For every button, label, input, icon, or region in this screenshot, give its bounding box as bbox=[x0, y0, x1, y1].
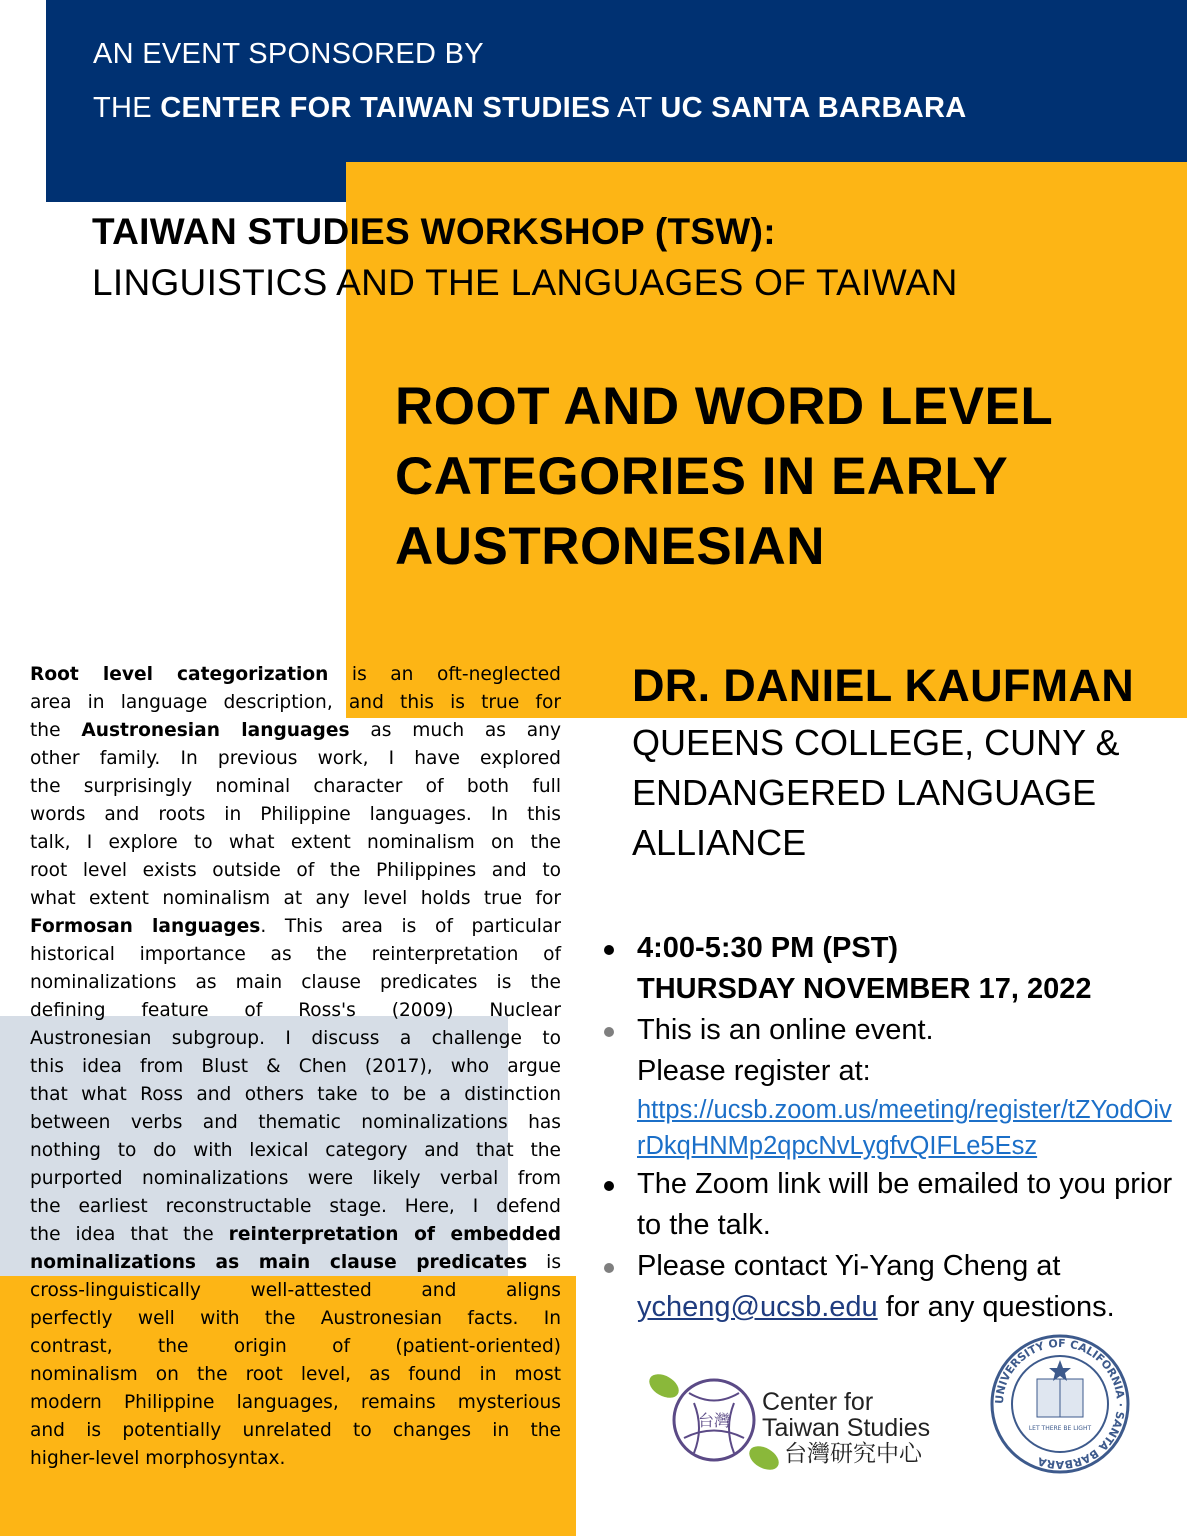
abstract-text: cross-linguistically well-attested and aligns bbox=[30, 1280, 561, 1301]
affiliation-line: QUEENS COLLEGE, CUNY & bbox=[632, 722, 1120, 763]
contact-text-end: for any questions. bbox=[877, 1291, 1115, 1323]
event-date: THURSDAY NOVEMBER 17, 2022 bbox=[637, 973, 1092, 1005]
abstract-line bbox=[30, 1277, 561, 1305]
abstract-text: between verbs and thematic nominalizations has bbox=[30, 1112, 561, 1133]
list-item-registration bbox=[600, 1010, 1180, 1164]
bullet-icon bbox=[604, 945, 614, 955]
talk-title-line: ROOT AND WORD LEVEL bbox=[395, 377, 1054, 436]
abstract-text: that what Ross and others take to be a distinction bbox=[30, 1084, 561, 1105]
abstract-line bbox=[30, 885, 561, 913]
abstract-text: the bbox=[30, 720, 82, 741]
abstract-text: contrast, the origin of (patient-oriented) bbox=[30, 1336, 561, 1357]
abstract-bold-text: Austronesian languages bbox=[81, 720, 350, 741]
abstract-line bbox=[30, 1193, 561, 1221]
workshop-title: TAIWAN STUDIES WORKSHOP (TSW): bbox=[92, 211, 776, 252]
speaker bbox=[632, 660, 1134, 868]
talk-title bbox=[395, 372, 1155, 582]
abstract-line bbox=[30, 913, 561, 941]
abstract-text: modern Philippine languages, remains mysterious bbox=[30, 1392, 561, 1413]
online-note: This is an online event. bbox=[637, 1014, 934, 1046]
logo-text-chinese: 台灣研究中心 bbox=[784, 1441, 922, 1467]
zoom-note: The Zoom link will be emailed to you prior to the talk. bbox=[637, 1168, 1173, 1241]
center-for-taiwan-studies-logo bbox=[644, 1368, 954, 1476]
abstract-line bbox=[30, 997, 561, 1025]
abstract-line bbox=[30, 1389, 561, 1417]
abstract-bold-text: reinterpretation of embedded bbox=[228, 1224, 561, 1245]
abstract-text: . This area is of particular bbox=[260, 916, 561, 937]
abstract-line bbox=[30, 1445, 561, 1473]
workshop-subtitle: LINGUISTICS AND THE LANGUAGES OF TAIWAN bbox=[92, 262, 958, 303]
abstract-text: the earliest reconstructable stage. Here, I defend bbox=[30, 1196, 561, 1217]
logo-text: Taiwan Studies bbox=[762, 1414, 931, 1442]
abstract-text: perfectly well with the Austronesian facts. In bbox=[30, 1308, 561, 1329]
abstract-line bbox=[30, 857, 561, 885]
abstract-line bbox=[30, 1081, 561, 1109]
bullet-icon bbox=[604, 1263, 614, 1273]
sponsor-pre: THE bbox=[93, 92, 161, 124]
abstract-line bbox=[30, 1109, 561, 1137]
abstract-line bbox=[30, 829, 561, 857]
emblem-text: 台灣 bbox=[697, 1411, 731, 1430]
abstract-text: purported nominalizations were likely verbal from bbox=[30, 1168, 561, 1189]
affiliation-line: ALLIANCE bbox=[632, 822, 807, 863]
bullet-icon bbox=[604, 1027, 614, 1037]
abstract-text: this idea from Blust & Chen (2017), who argue bbox=[30, 1056, 561, 1077]
register-link[interactable]: https://ucsb.zoom.us/meeting/register/tZYodOivrDkqHNMp2qpcNvLygfvQIFLe5Esz bbox=[637, 1096, 1172, 1160]
abstract-line bbox=[30, 773, 561, 801]
abstract-line bbox=[30, 1053, 561, 1081]
abstract-line bbox=[30, 1305, 561, 1333]
abstract-line bbox=[30, 1165, 561, 1193]
abstract-line bbox=[30, 1221, 561, 1249]
abstract-text: root level exists outside of the Philippines and to bbox=[30, 860, 561, 881]
contact-email-link[interactable]: ycheng@ucsb.edu bbox=[637, 1291, 878, 1323]
affiliation-line: ENDANGERED LANGUAGE bbox=[632, 772, 1097, 813]
abstract-bold-text: nominalizations as main clause predicates bbox=[30, 1252, 528, 1273]
abstract-line bbox=[30, 801, 561, 829]
abstract-text: is bbox=[527, 1252, 562, 1273]
abstract-line bbox=[30, 1025, 561, 1053]
sponsor-line: AN EVENT SPONSORED BY bbox=[93, 38, 484, 70]
logo-text: Center for bbox=[762, 1388, 874, 1416]
event-time: 4:00-5:30 PM (PST) bbox=[637, 932, 899, 964]
abstract-line bbox=[30, 1137, 561, 1165]
abstract-text: as much as any bbox=[349, 720, 561, 741]
sponsor-mid: AT bbox=[610, 92, 661, 124]
event-info-list bbox=[600, 928, 1180, 1328]
abstract-text: other family. In previous work, I have explored bbox=[30, 748, 561, 769]
bullet-icon bbox=[604, 1181, 614, 1191]
talk-title-line: AUSTRONESIAN bbox=[395, 517, 826, 576]
abstract-text: talk, I explore to what extent nominalism on the bbox=[30, 832, 561, 853]
speaker-affiliation bbox=[632, 718, 1134, 868]
abstract-text: nominalizations as main clause predicates is the bbox=[30, 972, 561, 993]
abstract-text: and is potentially unrelated to changes in the bbox=[30, 1420, 561, 1441]
abstract-text: words and roots in Philippine languages. In this bbox=[30, 804, 561, 825]
abstract-text: the surprisingly nominal character of both full bbox=[30, 776, 561, 797]
abstract-text: historical importance as the reinterpretation of bbox=[30, 944, 561, 965]
sponsor-name bbox=[93, 92, 966, 125]
seal-text: UNIVERSITY OF CALIFORNIA · SANTA BARBARA bbox=[992, 1336, 1128, 1472]
ucsb-seal-logo bbox=[985, 1334, 1135, 1478]
abstract-line bbox=[30, 969, 561, 997]
contact-text: Please contact Yi-Yang Cheng at bbox=[637, 1250, 1061, 1282]
abstract bbox=[30, 661, 561, 1473]
abstract-line bbox=[30, 941, 561, 969]
abstract-text: what extent nominalism at any level holds true for bbox=[30, 888, 561, 909]
sponsor-center: CENTER FOR TAIWAN STUDIES bbox=[160, 92, 611, 124]
register-label: Please register at: bbox=[637, 1055, 871, 1087]
list-item-contact bbox=[600, 1246, 1180, 1328]
abstract-bold-text: Root level categorization bbox=[30, 664, 329, 685]
speaker-name: DR. DANIEL KAUFMAN bbox=[632, 660, 1135, 711]
abstract-text: defining feature of Ross's (2009) Nuclear bbox=[30, 1000, 561, 1021]
seal-motto: LET THERE BE LIGHT bbox=[1028, 1425, 1092, 1432]
abstract-text: is an oft-neglected bbox=[328, 664, 561, 685]
list-item-time bbox=[600, 928, 1180, 1010]
talk-title-line: CATEGORIES IN EARLY bbox=[395, 447, 1009, 506]
abstract-line bbox=[30, 745, 561, 773]
abstract-line bbox=[30, 689, 561, 717]
abstract-text: the idea that the bbox=[30, 1224, 229, 1245]
abstract-line bbox=[30, 1333, 561, 1361]
abstract-text: Austronesian subgroup. I discuss a challenge to bbox=[30, 1028, 561, 1049]
abstract-line bbox=[30, 661, 561, 689]
abstract-line bbox=[30, 1361, 561, 1389]
abstract-line bbox=[30, 1249, 561, 1277]
abstract-text: higher-level morphosyntax. bbox=[30, 1448, 286, 1469]
abstract-line bbox=[30, 717, 561, 745]
abstract-line bbox=[30, 1417, 561, 1445]
sponsor-university: UC SANTA BARBARA bbox=[660, 92, 967, 124]
abstract-bold-text: Formosan languages bbox=[30, 916, 261, 937]
abstract-text: nominalism on the root level, as found in most bbox=[30, 1364, 561, 1385]
abstract-text: nothing to do with lexical category and that the bbox=[30, 1140, 561, 1161]
list-item-zoom bbox=[600, 1164, 1180, 1246]
abstract-text: area in language description, and this is true for bbox=[30, 692, 561, 713]
